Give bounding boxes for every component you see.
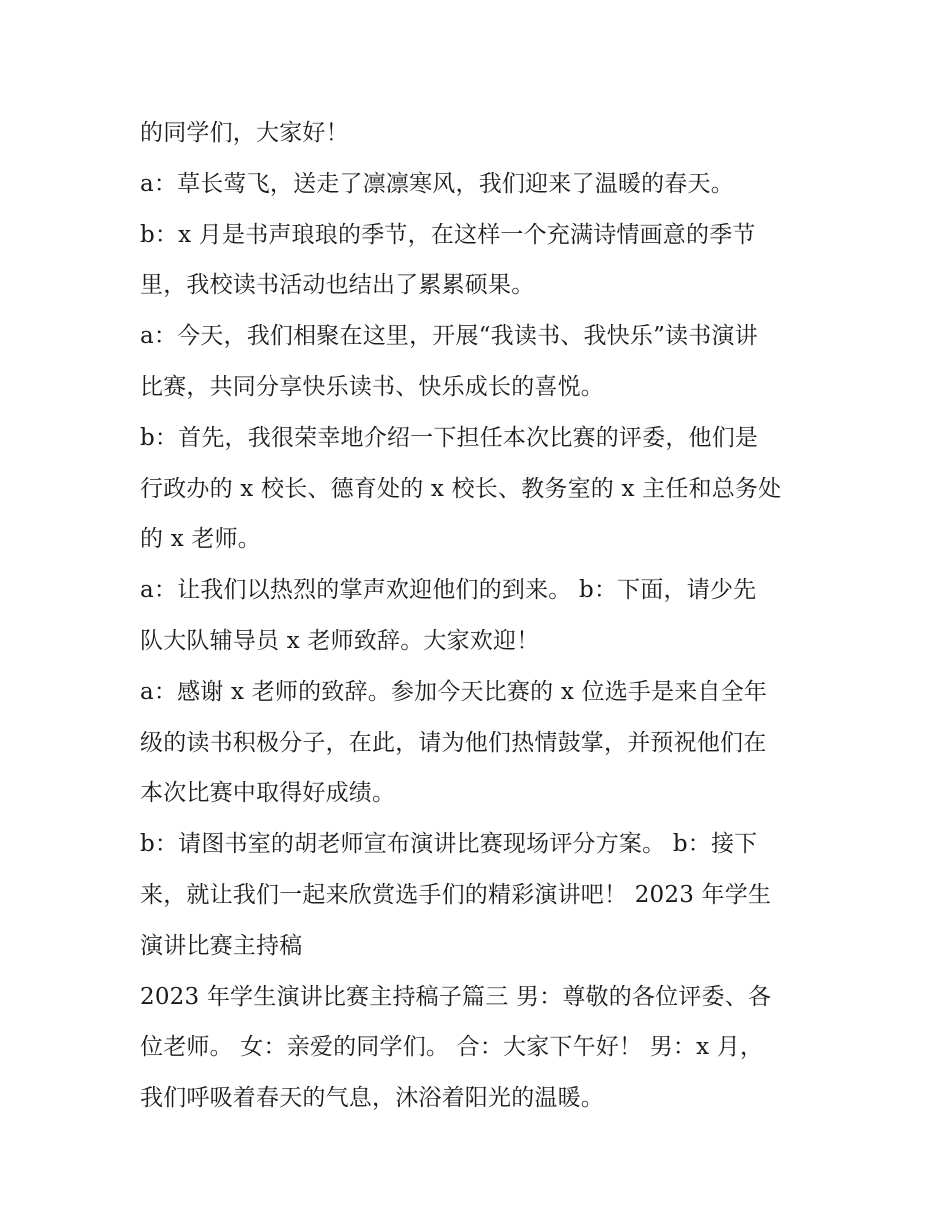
text-line: 的同学们，大家好！ [140,120,349,146]
document-body [140,108,830,1124]
text-line: b：x 月是书声琅琅的季节，在这样一个充满诗情画意的季节 [140,221,756,248]
text-line: a：让我们以热烈的掌声欢迎他们的到来。 b：下面，请少先 [140,577,757,604]
text-line: 行政办的 x 校长、德育处的 x 校长、教务室的 x 主任和总务处 [140,475,782,502]
text-line: 的 x 老师。 [140,526,261,553]
text-line: 我们呼吸着春天的气息，沐浴着阳光的温暖。 [140,1085,604,1112]
text-line: 比赛，共同分享快乐读书、快乐成长的喜悦。 [140,373,604,400]
text-line: 2023 年学生演讲比赛主持稿子篇三 男：尊敬的各位评委、各 [140,983,772,1010]
text-line: 来，就让我们一起来欣赏选手们的精彩演讲吧！ 2023 年学生 [140,881,772,908]
text-line: 里，我校读书活动也结出了累累硕果。 [140,272,535,299]
text-line: b：请图书室的胡老师宣布演讲比赛现场评分方案。 b：接下 [140,831,758,858]
text-line: a：感谢 x 老师的致辞。参加今天比赛的 x 位选手是来自全年 [140,678,768,705]
text-line: 演讲比赛主持稿 [140,932,303,959]
text-line: 本次比赛中取得好成绩。 [140,780,396,807]
text-line: b：首先，我很荣幸地介绍一下担任本次比赛的评委，他们是 [140,424,759,451]
text-line: a：草长莺飞，送走了凛凛寒风，我们迎来了温暖的春天。 [140,170,734,197]
text-line: 级的读书积极分子，在此，请为他们热情鼓掌，并预祝他们在 [140,729,767,756]
text-line: 队大队辅导员 x 老师致辞。大家欢迎！ [140,627,540,654]
text-line: 位老师。 女：亲爱的同学们。 合：大家下午好！ 男：x 月， [140,1034,764,1061]
text-line: a：今天，我们相聚在这里，开展“我读书、我快乐”读书演讲 [140,323,758,350]
